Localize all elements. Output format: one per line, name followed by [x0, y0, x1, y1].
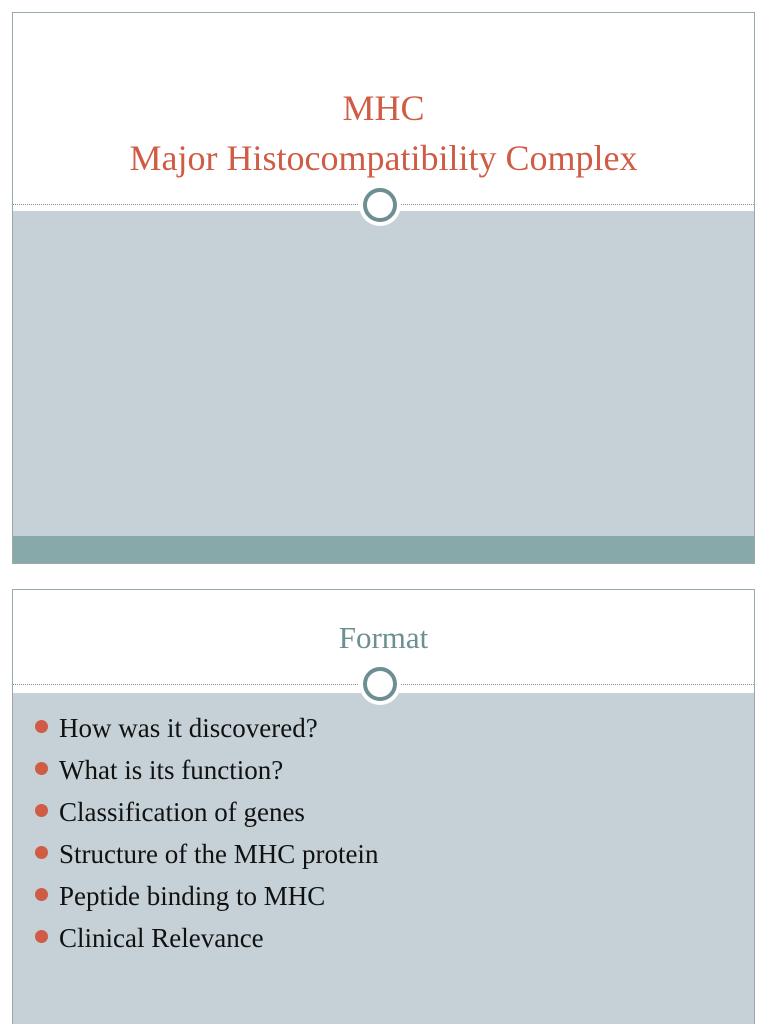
bullet-text: How was it discovered? [59, 713, 318, 743]
round-bullet-icon [35, 762, 48, 775]
title-line-1: MHC [342, 88, 425, 128]
bullet-item [35, 791, 378, 833]
bullet-text: Structure of the MHC protein [59, 839, 379, 869]
title-line-2: Major Histocompatibility Complex [129, 138, 638, 178]
bullet-item [35, 707, 378, 749]
slide-title [12, 12, 755, 564]
bullet-item [35, 875, 378, 917]
circle-ring-icon [363, 667, 397, 701]
round-bullet-icon [35, 846, 48, 859]
round-bullet-icon [35, 720, 48, 733]
round-bullet-icon [35, 804, 48, 817]
round-bullet-icon [35, 930, 48, 943]
bullet-text: Clinical Relevance [59, 923, 264, 953]
bullet-text: What is its function? [59, 755, 284, 785]
circle-ring-icon [363, 188, 397, 222]
format-title: Format [338, 620, 429, 655]
round-bullet-icon [35, 888, 48, 901]
slide-format [12, 589, 755, 1024]
slide-title-heading [13, 83, 754, 183]
bullet-item [35, 749, 378, 791]
slide-format-heading [13, 618, 754, 658]
bullet-text: Peptide binding to MHC [59, 881, 326, 911]
bullet-text: Classification of genes [59, 797, 305, 827]
bullet-item [35, 833, 378, 875]
footer-band [13, 536, 754, 564]
bullet-list [35, 707, 378, 959]
bullet-item [35, 917, 378, 959]
body-panel [13, 211, 754, 536]
